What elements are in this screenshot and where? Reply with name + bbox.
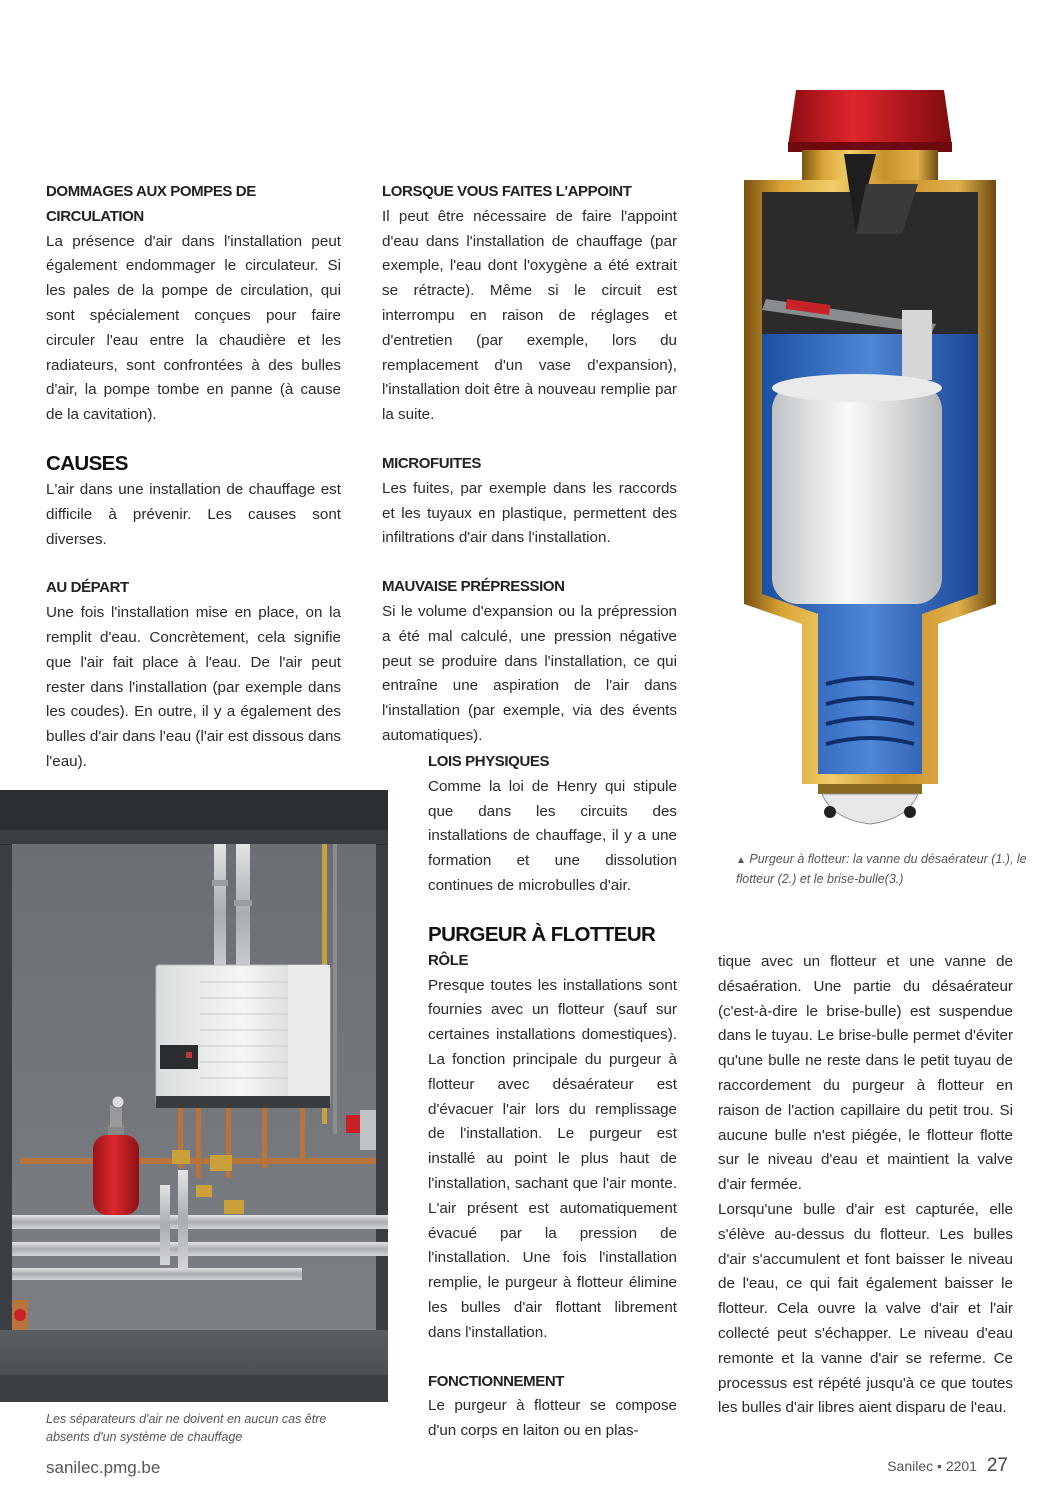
float-valve-cutaway xyxy=(726,84,1014,840)
paragraph-role: Presque toutes les installations sont fournies avec un flotteur (sauf sur certaines installations domestiques). La fonction principale du purgeur à flotteur avec désaérateur est d'évacuer l'air lors du remplissage de l'installation. Le purgeur est installé au point le plus haut de l'installation, sachant que l'air monte. L'air présent est automatiquement évacué par la pression de l'installation. Une fois l'installation remplie, le purgeur à flotteur élimine les bulles d'air flottant librement dans l'installation. xyxy=(428,976,677,1341)
heading-causes: CAUSES xyxy=(46,451,128,475)
paragraph-mauvaise-prepression: Si le volume d'expansion ou la prépression a été mal calculé, une pression négative peut se produire dans l'installation, ce qui entraîne une aspiration de l'air dans l'installation (par exemple, via des évents automatiques). xyxy=(382,602,677,744)
photo-caption: Les séparateurs d'air ne doivent en aucun cas être absents d'un système de chauffage xyxy=(46,1412,327,1444)
float-valve-illustration xyxy=(726,84,1014,840)
heading-fonctionnement: FONCTIONNEMENT xyxy=(428,1372,565,1390)
footer-website[interactable]: sanilec.pmg.be xyxy=(46,1458,161,1477)
paragraph-pump-damage: La présence d'air dans l'installation peut également endommager le circulateur. Si les pales de la pompe de circulation, qui sont spécialement conçues pour faire circuler l'eau entre la chaudière et les radiateurs, sont confrontées à des bulles d'air, la pompe tombe en panne (à cause de la cavitation). xyxy=(46,232,341,424)
heading-role: RÔLE xyxy=(428,951,469,969)
heading-purgeur-flotteur: PURGEUR À FLOTTEUR xyxy=(428,922,656,946)
column-2 xyxy=(382,180,677,749)
boiler-room-illustration xyxy=(0,790,388,1402)
paragraph-microfuites: Les fuites, par exemple dans les raccords et les tuyaux en plastique, permettent des infiltrations d'air dans l'installation. xyxy=(382,479,677,547)
heading-appoint: LORSQUE VOUS FAITES L'APPOINT xyxy=(382,183,632,200)
heading-au-depart: AU DÉPART xyxy=(46,579,129,597)
column-3 xyxy=(428,750,677,1444)
column-1 xyxy=(46,180,341,775)
paragraph-continuation-2: Lorsqu'une bulle d'air est capturée, elle s'élève au-dessus du flotteur. Les bulles d'air s'accumulent et font baisser le niveau de l'eau, ce qui fait également baisser le flotteur. Cela ouvre la valve d'air et l'air collecté peut s'échapper. Le niveau d'eau remonte et la vanne d'air se referme. Ce processus est répété jusqu'à ce que toutes les bulles d'air libres aient disparu de l'eau. xyxy=(718,1200,1013,1417)
paragraph-appoint: Il peut être nécessaire de faire l'appoint d'eau dans l'installation de chauffage (par exemple, l'eau dont l'oxygène a été extrait se rétracte). Même si le circuit est interrompu en raison de réglages et d'entretien (par exemple, lors du remplacement d'un vase d'expansion), l'installation doit être à nouveau remplie par la suite. xyxy=(382,207,677,424)
heading-microfuites: MICROFUITES xyxy=(382,454,481,472)
heading-pump-damage: DOMMAGES AUX POMPES DE CIRCULATION xyxy=(46,183,256,225)
caption-arrow-icon: ▲ xyxy=(736,855,746,866)
paragraph-causes: L'air dans une installation de chauffage est difficile à prévenir. Les causes sont diverses. xyxy=(46,480,341,548)
valve-caption-text: Purgeur à flotteur: la vanne du désaérateur (1.), le flotteur (2.) et le brise-bulle(3.) xyxy=(736,852,1027,886)
footer-issue xyxy=(887,1455,1008,1477)
heading-mauvaise-prepression: MAUVAISE PRÉPRESSION xyxy=(382,578,565,596)
valve-caption xyxy=(736,850,1036,888)
paragraph-lois-physiques: Comme la loi de Henry qui stipule que dans les circuits des installations de chauffage, il y a une formation et une dissolution continues de microbulles d'air. xyxy=(428,777,677,894)
paragraph-continuation-1: tique avec un flotteur et une vanne de désaération. Une partie du désaérateur (c'est-à-dire le brise-bulle) est suspendue dans le tuyau. Le brise-bulle permet d'éviter qu'une bulle ne reste dans le petit tuyau de raccordement du purgeur à flotteur en raison de l'action capillaire du petit trou. Si aucune bulle n'est piégée, le flotteur flotte sur le niveau d'eau et maintient la valve d'air fermée. xyxy=(718,953,1013,1194)
column-4 xyxy=(718,950,1013,1421)
page-number: 27 xyxy=(986,1455,1008,1476)
paragraph-au-depart: Une fois l'installation mise en place, on la remplit d'eau. Concrètement, cela signifie que l'air fait place à l'eau. De l'air peut rester dans l'installation (par exemple dans les coudes). En outre, il y a également des bulles d'air dans l'eau (l'air est dissous dans l'eau). xyxy=(46,604,341,770)
heading-lois-physiques: LOIS PHYSIQUES xyxy=(428,753,550,770)
footer-magazine: Sanilec • 2201 xyxy=(887,1458,977,1474)
paragraph-fonctionnement: Le purgeur à flotteur se compose d'un corps en laiton ou en plas- xyxy=(428,1397,677,1440)
boiler-room-photo xyxy=(0,790,388,1402)
